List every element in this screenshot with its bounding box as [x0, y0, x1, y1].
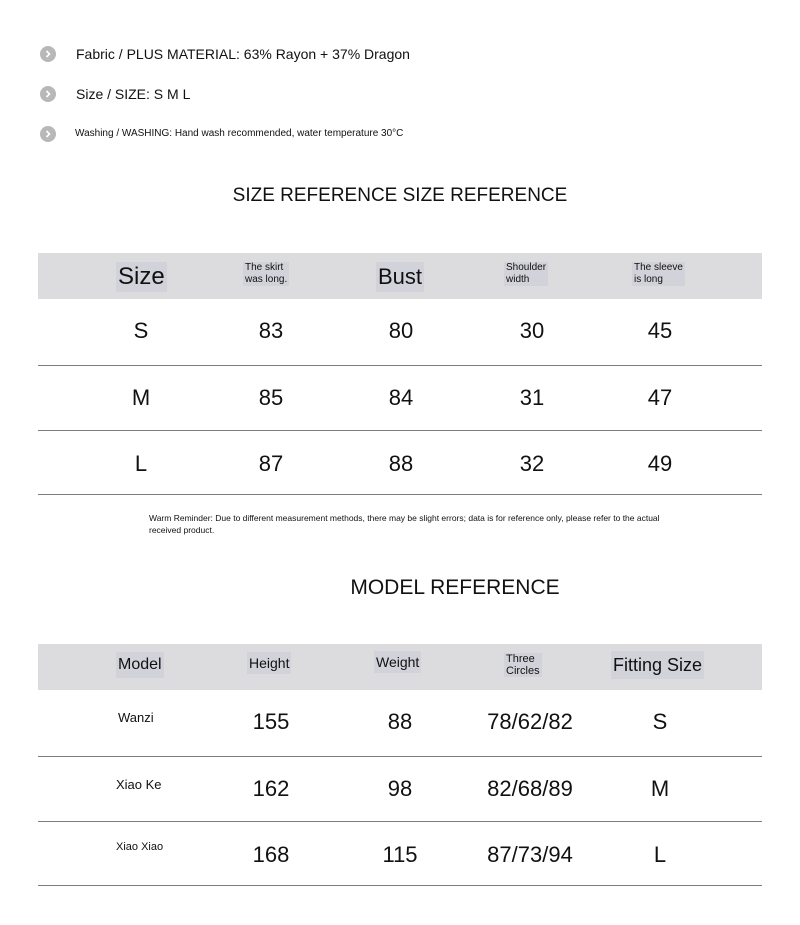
- height-cell: 155: [252, 709, 290, 734]
- header-skirt-line2: was long.: [245, 274, 288, 285]
- washing-info: [40, 124, 403, 142]
- header-bust: Bust: [376, 262, 424, 292]
- row-divider: [38, 365, 762, 366]
- skirt-cell: 85: [258, 385, 284, 410]
- row-divider: [38, 756, 762, 757]
- fitting-cell: S: [652, 709, 668, 734]
- header-fitting-size: Fitting Size: [611, 651, 704, 679]
- model-name-cell: Wanzi: [118, 710, 154, 725]
- size-text: Size / SIZE: S M L: [76, 86, 191, 102]
- row-divider: [38, 430, 762, 431]
- fitting-cell: L: [653, 842, 667, 867]
- fabric-text: Fabric / PLUS MATERIAL: 63% Rayon + 37% Dragon: [76, 46, 410, 62]
- row-divider: [38, 494, 762, 495]
- fabric-info: [40, 46, 410, 62]
- size-info: [40, 86, 190, 102]
- header-shoulder-line2: width: [506, 274, 530, 285]
- size-cell: S: [133, 318, 149, 343]
- model-name-cell: Xiao Ke: [116, 777, 162, 792]
- shoulder-cell: 32: [519, 451, 545, 476]
- skirt-cell: 83: [258, 318, 284, 343]
- sleeve-cell: 45: [647, 318, 673, 343]
- header-skirt-length: [243, 262, 289, 286]
- header-weight: Weight: [374, 651, 421, 673]
- header-size: Size: [118, 263, 165, 290]
- weight-cell: 98: [387, 776, 413, 801]
- header-circles-line2: Circles: [506, 665, 540, 677]
- height-cell: 162: [252, 776, 290, 801]
- header-sleeve-line1: The sleeve: [634, 262, 683, 273]
- warm-reminder: Warm Reminder: Due to different measurement methods, there may be slight errors; data is for reference only, please refer to the actual received product.: [149, 513, 660, 535]
- header-shoulder-width: [504, 262, 548, 286]
- size-reference-title: SIZE REFERENCE SIZE REFERENCE: [232, 185, 568, 206]
- circles-cell: 82/68/89: [487, 776, 573, 801]
- shoulder-cell: 30: [519, 318, 545, 343]
- circles-cell: 78/62/82: [487, 709, 573, 734]
- row-divider: [38, 885, 762, 886]
- header-three-circles: [504, 653, 542, 677]
- circles-cell: 87/73/94: [487, 842, 573, 867]
- sleeve-cell: 49: [647, 451, 673, 476]
- bust-cell: 80: [388, 318, 414, 343]
- size-cell: L: [134, 451, 148, 476]
- model-name-cell: Xiao Xiao: [116, 841, 164, 853]
- header-skirt-line1: The skirt: [245, 262, 284, 273]
- bust-cell: 84: [388, 385, 414, 410]
- model-reference-title: MODEL REFERENCE: [350, 576, 560, 599]
- shoulder-cell: 31: [519, 385, 545, 410]
- sleeve-cell: 47: [647, 385, 673, 410]
- header-height: Height: [247, 652, 291, 674]
- chevron-right-icon: [40, 126, 56, 142]
- weight-cell: 115: [382, 842, 418, 867]
- header-circles-line1: Three: [506, 653, 535, 665]
- header-model: Model: [116, 652, 164, 678]
- skirt-cell: 87: [258, 451, 284, 476]
- bust-cell: 88: [388, 451, 414, 476]
- size-cell: M: [131, 385, 151, 410]
- fitting-cell: M: [650, 776, 670, 801]
- row-divider: [38, 821, 762, 822]
- washing-text: Washing / WASHING: Hand wash recommended, water temperature 30°C: [75, 127, 404, 139]
- weight-cell: 88: [387, 709, 413, 734]
- header-sleeve-line2: is long: [634, 274, 663, 285]
- header-shoulder-line1: Shoulder: [506, 262, 547, 273]
- height-cell: 168: [252, 842, 290, 867]
- header-sleeve-length: [632, 262, 685, 286]
- chevron-right-icon: [40, 46, 56, 62]
- chevron-right-icon: [40, 86, 56, 102]
